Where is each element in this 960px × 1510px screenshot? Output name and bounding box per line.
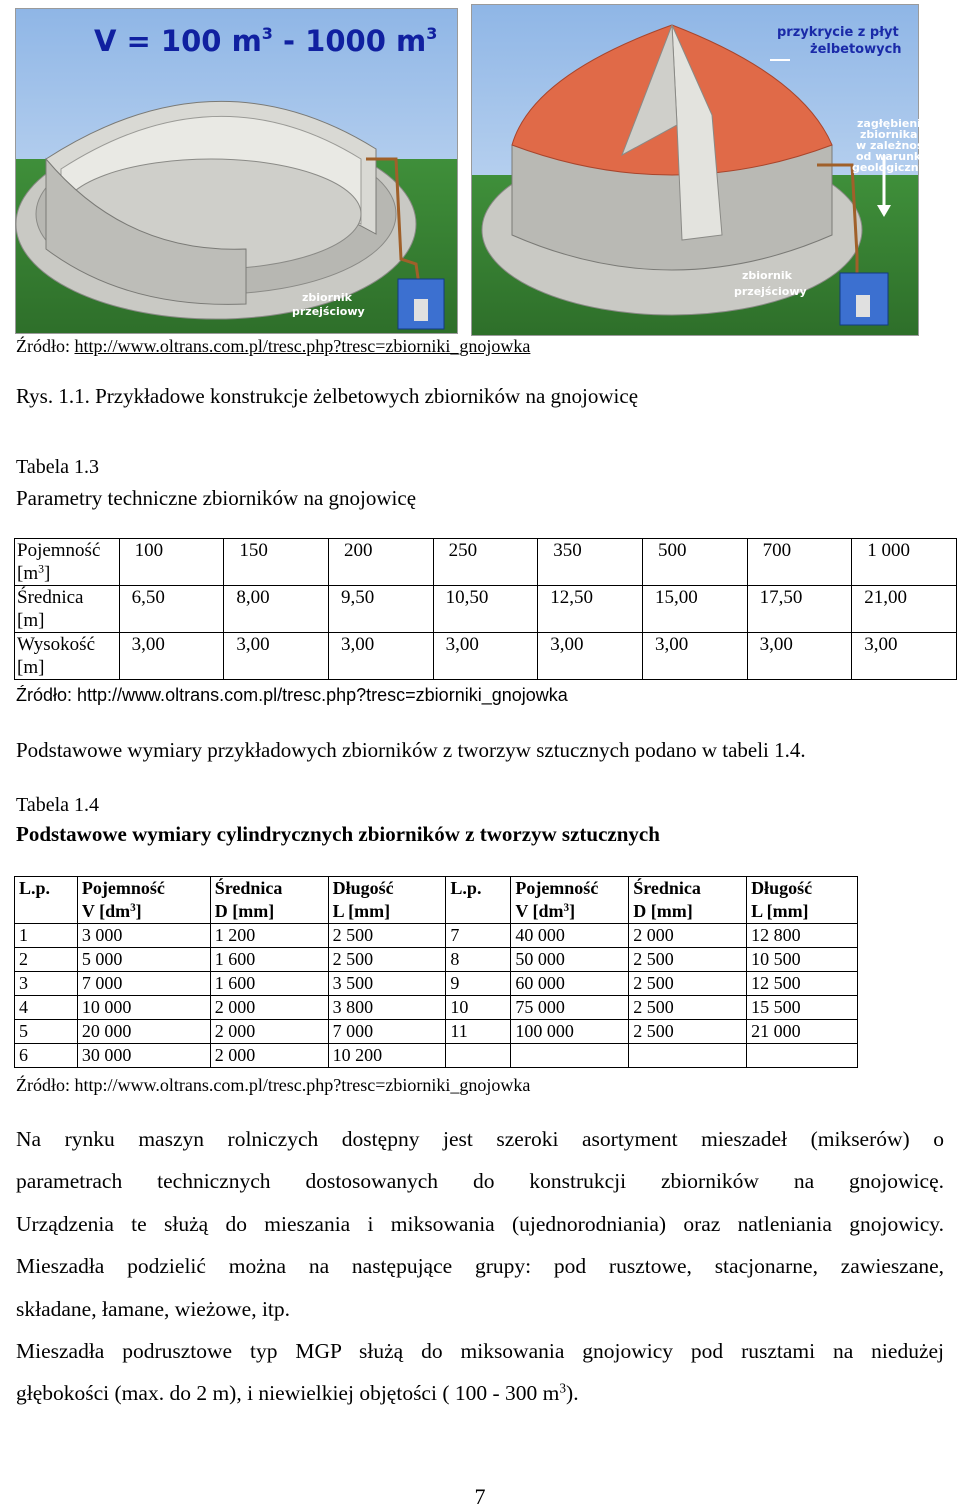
- tank-label-line2: przejściowy: [734, 285, 807, 298]
- table-cell: [511, 1044, 629, 1068]
- table-cell: 10: [446, 996, 511, 1020]
- table-cell: 6: [15, 1044, 78, 1068]
- table-cell: 60 000: [511, 972, 629, 996]
- table-cell: 2 500: [629, 1020, 747, 1044]
- paragraph-line: parametrach technicznych dostosowanych do konstrukcji zbiorników na gnojowicę.: [16, 1169, 944, 1194]
- depth-label-line: w zależności: [856, 139, 934, 152]
- table-cell: 1 200: [210, 924, 328, 948]
- table-cell: [747, 1044, 858, 1068]
- table-cell: 2 500: [629, 972, 747, 996]
- table-row: [15, 948, 858, 972]
- depth-label-line: geologicznych: [852, 161, 941, 174]
- table-cell: 2: [15, 948, 78, 972]
- cover-label-line2: żelbetowych: [810, 42, 902, 57]
- paragraph-line: Mieszadła podrusztowe typ MGP służą do miksowania gnojowicy pod rusztami na niedużej: [16, 1339, 944, 1364]
- table14-title: Podstawowe wymiary cylindrycznych zbiorników z tworzyw sztucznych: [16, 822, 660, 846]
- table-cell: 21 000: [747, 1020, 858, 1044]
- table-cell: 2 500: [629, 996, 747, 1020]
- table14-source: [16, 1075, 530, 1096]
- paragraph-line: Mieszadła podzielić można na następujące grupy: pod rusztowe, stacjonarne, zawieszane,: [16, 1254, 944, 1279]
- source-link[interactable]: http://www.oltrans.com.pl/tresc.php?tresc=zbiorniki_gnojowka: [74, 1075, 531, 1095]
- table-row: [15, 1020, 858, 1044]
- column-header: Średnica D [mm]: [629, 877, 747, 924]
- table-cell: 3,00: [852, 633, 957, 680]
- source-label: Źródło:: [16, 336, 75, 356]
- table-cell: [446, 1044, 511, 1068]
- table-cell: 1 000: [852, 539, 957, 586]
- table-header-row: [15, 877, 858, 924]
- table-cell: 3 500: [328, 972, 446, 996]
- row-header: Średnica [m]: [15, 586, 120, 633]
- table-cell: 5 000: [77, 948, 210, 972]
- column-header: Długość L [mm]: [747, 877, 858, 924]
- column-header: L.p.: [446, 877, 511, 924]
- table-cell: 3,00: [119, 633, 224, 680]
- figure-covered-tank: [471, 4, 941, 336]
- table-cell: 1 600: [210, 948, 328, 972]
- paragraph-mixers: [16, 1118, 944, 1415]
- table-cell: 2 500: [328, 948, 446, 972]
- figure-source: [16, 336, 530, 357]
- table-cell: 12 500: [747, 972, 858, 996]
- table-cell: 350: [538, 539, 643, 586]
- table-cell: 9: [446, 972, 511, 996]
- table13-source: [16, 685, 568, 706]
- paragraph-line: Na rynku maszyn rolniczych dostępny jest szeroki asortyment mieszadeł (mikserów) o: [16, 1127, 944, 1151]
- table-cell: 3,00: [328, 633, 433, 680]
- row-header: Wysokość [m]: [15, 633, 120, 680]
- table-cell: 2 000: [210, 996, 328, 1020]
- table13-label: Tabela 1.3: [16, 456, 100, 478]
- tank-label-line1: zbiornik: [742, 269, 792, 282]
- source-link[interactable]: http://www.oltrans.com.pl/tresc.php?tresc=zbiorniki_gnojowka: [77, 685, 568, 705]
- table-cell: 1: [15, 924, 78, 948]
- table-cell: 3 800: [328, 996, 446, 1020]
- table14-label: Tabela 1.4: [16, 794, 100, 816]
- table-row: [15, 924, 858, 948]
- table-cell: 75 000: [511, 996, 629, 1020]
- table14: [14, 876, 858, 1068]
- table-row: [15, 633, 957, 680]
- depth-label-line: zagłębienie: [857, 117, 929, 130]
- table-cell: 3 000: [77, 924, 210, 948]
- table-cell: 40 000: [511, 924, 629, 948]
- table-cell: 3,00: [224, 633, 329, 680]
- column-header: Pojemność V $[dm^3]$: [511, 877, 629, 924]
- paragraph-line: składane, łamane, wieżowe, itp.: [16, 1296, 291, 1321]
- table-cell: 9,50: [328, 586, 433, 633]
- table-cell: 7 000: [77, 972, 210, 996]
- table-cell: 10 500: [747, 948, 858, 972]
- table-cell: 150: [224, 539, 329, 586]
- table-cell: 1 600: [210, 972, 328, 996]
- intro-sentence: Podstawowe wymiary przykładowych zbiorników z tworzyw sztucznych podano w tabeli 1.4.: [16, 738, 806, 762]
- table-cell: 17,50: [747, 586, 852, 633]
- tank-label-line1: zbiornik: [302, 291, 352, 304]
- table-cell: 10 200: [328, 1044, 446, 1068]
- page-number: 7: [474, 1484, 486, 1509]
- row-header: Pojemność $[m^3]$: [15, 539, 120, 586]
- column-header: Pojemność V $[dm^3]$: [77, 877, 210, 924]
- title-part: - 1000 m: [272, 24, 427, 58]
- table-cell: 21,00: [852, 586, 957, 633]
- table-cell: 7: [446, 924, 511, 948]
- table-row: [15, 996, 858, 1020]
- paragraph-line: głębokości (max. do 2 m), i niewielkiej objętości ( 100 - 300 $m^3$).: [16, 1381, 579, 1406]
- table-cell: 6,50: [119, 586, 224, 633]
- table-cell: 2 500: [629, 948, 747, 972]
- title-part: V = 100 m: [94, 24, 262, 58]
- paragraph-line: Urządzenia te służą do mieszania i miksowania (ujednorodniania) oraz natleniania gnojowicy.: [16, 1211, 944, 1236]
- table-cell: 700: [747, 539, 852, 586]
- table-cell: 50 000: [511, 948, 629, 972]
- source-label: Źródło:: [16, 1075, 75, 1095]
- table-cell: 7 000: [328, 1020, 446, 1044]
- table-cell: 3,00: [642, 633, 747, 680]
- open-tank-illustration: [16, 9, 457, 333]
- table-cell: 15 500: [747, 996, 858, 1020]
- source-link[interactable]: http://www.oltrans.com.pl/tresc.php?tresc=zbiorniki_gnojowka: [74, 336, 531, 356]
- table-cell: 11: [446, 1020, 511, 1044]
- tank-label-line2: przejściowy: [292, 305, 365, 318]
- table-cell: 500: [642, 539, 747, 586]
- column-header: Średnica D [mm]: [210, 877, 328, 924]
- table-cell: 8,00: [224, 586, 329, 633]
- table-cell: 3,00: [433, 633, 538, 680]
- table-row: [15, 539, 957, 586]
- table-cell: 30 000: [77, 1044, 210, 1068]
- table-cell: 2 000: [210, 1044, 328, 1068]
- figure-caption: Rys. 1.1. Przykładowe konstrukcje żelbetowych zbiorników na gnojowicę: [16, 384, 639, 408]
- table-cell: 5: [15, 1020, 78, 1044]
- table-cell: 10 000: [77, 996, 210, 1020]
- table-cell: 4: [15, 996, 78, 1020]
- table-cell: 3,00: [747, 633, 852, 680]
- table13-title: Parametry techniczne zbiorników na gnojowicę: [16, 486, 417, 510]
- table-cell: 15,00: [642, 586, 747, 633]
- covered-tank-illustration: [472, 5, 941, 335]
- table-cell: 250: [433, 539, 538, 586]
- table-row: [15, 1044, 858, 1068]
- table-cell: 10,50: [433, 586, 538, 633]
- table-cell: 100 000: [511, 1020, 629, 1044]
- table-cell: 2 000: [210, 1020, 328, 1044]
- depth-label-line: od warunków: [856, 150, 939, 163]
- table-cell: 12 800: [747, 924, 858, 948]
- table-row: [15, 972, 858, 996]
- table-cell: 2 500: [328, 924, 446, 948]
- table-cell: 12,50: [538, 586, 643, 633]
- cover-label-line1: przykrycie z płyt: [777, 25, 899, 40]
- title-sup: 3: [426, 24, 438, 43]
- column-header: Długość L [mm]: [328, 877, 446, 924]
- table-cell: 3,00: [538, 633, 643, 680]
- title-sup: 3: [261, 24, 273, 43]
- source-label: Źródło:: [16, 685, 78, 705]
- column-header: L.p.: [15, 877, 78, 924]
- table-cell: 3: [15, 972, 78, 996]
- table-row: [15, 586, 957, 633]
- table-cell: 8: [446, 948, 511, 972]
- table-cell: [629, 1044, 747, 1068]
- figure-open-tank: [15, 8, 458, 334]
- table-cell: 100: [119, 539, 224, 586]
- table-cell: 20 000: [77, 1020, 210, 1044]
- depth-label-line: zbiornika: [860, 128, 918, 141]
- table-cell: 200: [328, 539, 433, 586]
- table-cell: 2 000: [629, 924, 747, 948]
- table13: [14, 538, 957, 680]
